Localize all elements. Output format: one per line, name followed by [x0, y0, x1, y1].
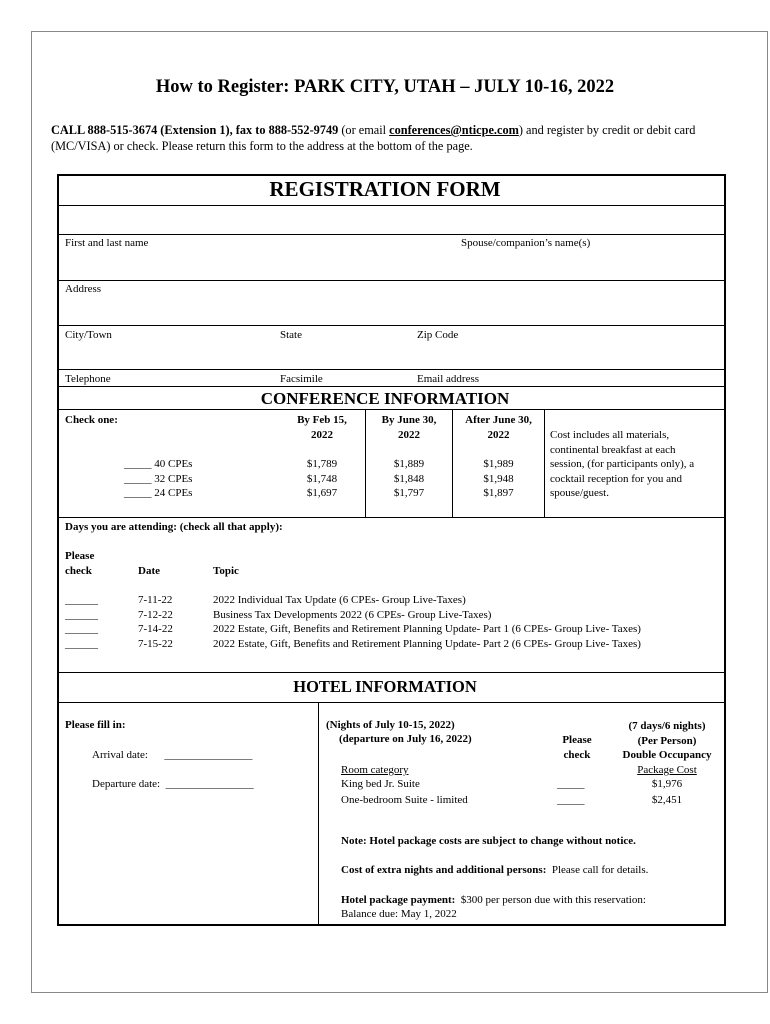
divider	[58, 672, 725, 673]
please-check-header: Please check	[65, 550, 95, 577]
name-field-label: First and last name	[65, 237, 149, 249]
cpe-options[interactable]	[124, 457, 192, 501]
check-one-label: Check one:	[65, 414, 118, 426]
session-checks[interactable]	[65, 593, 98, 651]
fill-in-label: Please fill in:	[65, 719, 126, 731]
payment-note: Hotel package payment: $300 per person due with this reservation:	[341, 894, 646, 906]
departure-on-label: (departure on July 16, 2022)	[339, 733, 472, 745]
room-check[interactable]: _____	[557, 794, 585, 806]
column-header-after-june: After June 30, 2022	[465, 414, 532, 441]
column-divider	[318, 702, 319, 924]
address-field-label: Address	[65, 283, 102, 295]
nights-label: (Nights of July 10-15, 2022)	[326, 719, 455, 731]
room-check[interactable]: _____	[557, 778, 585, 790]
departure-date-field[interactable]: Departure date: ________________	[92, 778, 254, 790]
column-header-feb: By Feb 15, 2022	[297, 414, 347, 441]
session-check[interactable]: ______	[65, 623, 98, 635]
date-header: Date	[138, 565, 160, 577]
cpe-option-32[interactable]: _____ 32 CPEs	[124, 472, 193, 485]
divider	[58, 325, 725, 326]
session-check[interactable]: ______	[65, 637, 98, 650]
divider	[58, 234, 725, 235]
intro-paragraph	[51, 122, 731, 154]
session-check[interactable]: ______	[65, 608, 98, 621]
package-header: (7 days/6 nights) (Per Person) Double Occupancy	[622, 720, 712, 761]
room-cost: $2,451	[651, 794, 683, 806]
session-topics: 2022 Individual Tax Update (6 CPEs- Group Live-Taxes) Business Tax Developments 2022 (6 CPEs- Group Live-Taxes) 2022 Estate, Gift, Benefits and Retirement Planning Update- Part 1 (6 CPEs- Group Live- Taxes) 2022 Estate, Gift, Benefits and Retirement Planning Update- Part 2 (6 CPEs- Group Live- Taxes)	[213, 594, 641, 650]
divider	[58, 702, 725, 703]
intro-pre-email: (or email	[338, 123, 390, 137]
city-field-label: City/Town	[65, 329, 112, 341]
state-field-label: State	[280, 329, 302, 341]
divider	[58, 205, 725, 206]
page-title: How to Register: PARK CITY, UTAH – JULY 10-16, 2022	[155, 77, 615, 97]
days-heading: Days you are attending: (check all that apply):	[65, 521, 283, 533]
price-column-feb: $1,789 $1,748 $1,697	[306, 458, 338, 499]
spouse-field-label: Spouse/companion’s name(s)	[461, 237, 591, 249]
intro-rest: ) and register by credit or debit card (MC/VISA) or check. Please return this form to the address at the bottom of the page.	[51, 123, 696, 153]
arrival-date-field[interactable]: Arrival date: ________________	[92, 749, 253, 761]
session-check[interactable]: ______	[65, 594, 98, 606]
room-name: King bed Jr. Suite	[341, 778, 420, 790]
intro-call: CALL 888-515-3674 (Extension 1), fax to 888-552-9749	[51, 123, 339, 137]
cpe-option-40[interactable]: _____ 40 CPEs	[124, 458, 193, 470]
divider	[58, 386, 725, 387]
price-column-june: $1,889 $1,848 $1,797	[393, 458, 425, 499]
package-cost-header: Package Cost	[637, 764, 697, 776]
registration-heading: REGISTRATION FORM	[269, 177, 501, 201]
session-dates: 7-11-22 7-12-22 7-14-22 7-15-22	[138, 594, 173, 650]
hotel-change-note: Note: Hotel package costs are subject to change without notice.	[341, 835, 636, 847]
room-cost: $1,976	[651, 778, 683, 790]
cpe-option-24[interactable]: _____ 24 CPEs	[124, 487, 193, 499]
room-category-header: Room category	[341, 764, 409, 776]
divider	[58, 517, 725, 518]
email-field-label: Email address	[417, 373, 480, 385]
column-divider	[544, 409, 545, 517]
registration-form	[57, 174, 726, 926]
divider	[58, 280, 725, 281]
hotel-please-check: Please check	[562, 734, 592, 761]
divider	[58, 369, 725, 370]
extra-nights-note: Cost of extra nights and additional persons: Please call for details.	[341, 864, 649, 876]
hotel-heading: HOTEL INFORMATION	[293, 677, 477, 696]
balance-due: Balance due: May 1, 2022	[341, 908, 457, 920]
divider	[58, 409, 725, 410]
conference-heading: CONFERENCE INFORMATION	[260, 389, 510, 408]
email-link[interactable]: conferences@nticpe.com	[389, 123, 519, 137]
cost-note: Cost includes all materials, continental breakfast at each session, (for participants only), a cocktail reception for you and spouse/guest.	[550, 429, 695, 499]
topic-header: Topic	[213, 565, 239, 577]
zip-field-label: Zip Code	[417, 329, 459, 341]
column-header-june: By June 30, 2022	[381, 414, 437, 441]
telephone-field-label: Telephone	[65, 373, 111, 385]
fax-field-label: Facsimile	[280, 373, 323, 385]
room-name: One-bedroom Suite - limited	[341, 794, 468, 806]
price-column-after-june: $1,989 $1,948 $1,897	[483, 458, 514, 499]
